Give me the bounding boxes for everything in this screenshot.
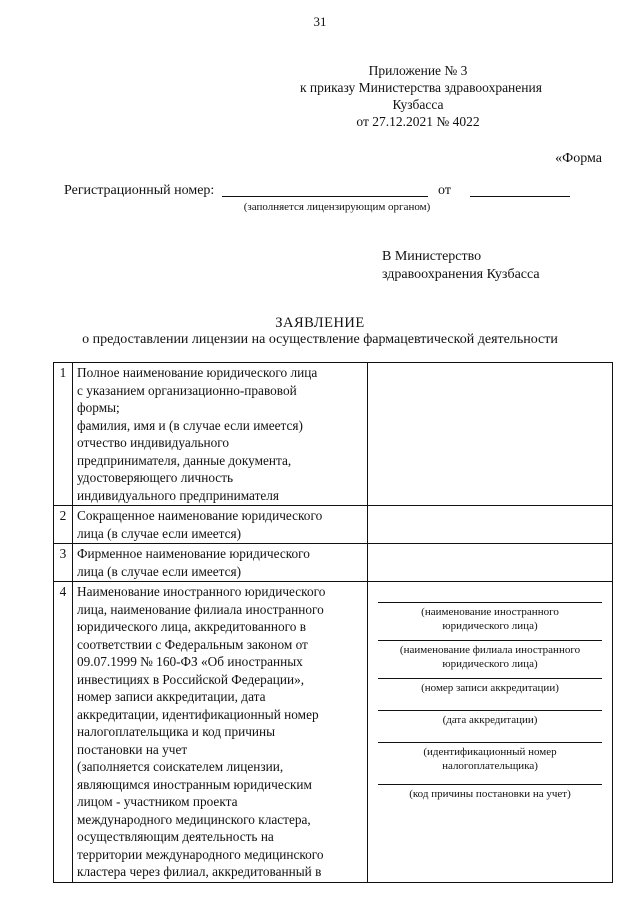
field-caption: (наименование филиала иностранного <box>399 644 581 656</box>
row-label-line: фамилия, имя и (в случае если имеется) <box>77 417 303 433</box>
field-caption: (номер записи аккредитации) <box>421 682 559 694</box>
table-row <box>54 582 613 883</box>
branch-name-field[interactable] <box>378 640 602 671</box>
field-caption: (дата аккредитации) <box>442 714 538 726</box>
row-number: 3 <box>54 544 73 582</box>
row-label <box>73 544 368 582</box>
row-label-line: территории международного медицинского <box>77 846 324 862</box>
row-label-line: индивидуального предпринимателя <box>77 487 280 503</box>
registration-note: (заполняется лицензирующим органом) <box>243 201 431 213</box>
row-label-line: Полное наименование юридического лица <box>77 365 318 380</box>
row-label <box>73 582 368 883</box>
row-label-line: (заполняется соискателем лицензии, <box>77 759 284 774</box>
field-caption: (наименование иностранного <box>421 606 559 618</box>
row-label-line: удостоверяющего личность <box>77 470 234 485</box>
field-caption: налогоплательщика) <box>442 760 538 772</box>
accreditation-date-field[interactable] <box>378 710 602 727</box>
foreign-entity-name-field[interactable] <box>378 602 602 633</box>
row-value-cell[interactable] <box>368 582 613 883</box>
row-label-line: лица (в случае если имеется) <box>77 563 242 579</box>
document-subtitle: о предоставлении лицензии на осуществление фармацевтической деятельности <box>82 332 558 347</box>
row-number: 1 <box>54 363 73 506</box>
field-caption: юридического лица) <box>442 658 538 670</box>
appendix-line: Кузбасса <box>392 97 444 112</box>
page-number: 31 <box>313 14 327 29</box>
row-label-line: Сокращенное наименование юридического <box>77 508 323 523</box>
row-label-line: инвестициях в Российской Федерации», <box>77 671 305 687</box>
table-row <box>54 506 613 544</box>
row-label-line: аккредитации, идентификационный номер <box>77 706 319 722</box>
row-label-line: осуществляющим деятельность на <box>77 829 274 844</box>
row-label-line: лица (в случае если имеется) <box>77 525 242 541</box>
registration-number-field[interactable] <box>222 196 428 197</box>
registration-reason-code-field[interactable] <box>378 784 602 801</box>
row-label-line: лица, наименование филиала иностранного <box>77 601 324 617</box>
row-label-line: предпринимателя, данные документа, <box>77 452 292 468</box>
row-label-line: налогоплательщика и код причины <box>77 724 276 739</box>
registration-date-label: от <box>438 183 451 198</box>
row-label-line: юридического лица, аккредитованного в <box>77 619 306 634</box>
row-value-cell[interactable] <box>368 363 613 506</box>
row-label-line: Наименование иностранного юридического <box>77 584 326 599</box>
row-label-line: 09.07.1999 № 160-ФЗ «Об иностранных <box>77 654 303 669</box>
registration-date-field[interactable] <box>470 196 570 197</box>
appendix-line: к приказу Министерства здравоохранения <box>300 80 542 95</box>
row-value-cell[interactable] <box>368 506 613 544</box>
appendix-line: Приложение № 3 <box>368 63 468 78</box>
document-title: ЗАЯВЛЕНИЕ <box>275 315 365 331</box>
addressee-line: В Министерство <box>382 249 482 264</box>
row-number: 4 <box>54 582 73 883</box>
application-table <box>53 362 613 883</box>
form-mark: «Форма <box>555 151 602 166</box>
row-label-line: соответствии с Федеральным законом от <box>77 636 308 652</box>
row-value-cell[interactable] <box>368 544 613 582</box>
field-caption: (код причины постановки на учет) <box>409 788 571 800</box>
row-label-line: номер записи аккредитации, дата <box>77 689 266 704</box>
row-label <box>73 363 368 506</box>
row-label-line: кластера через филиал, аккредитованный в <box>77 864 322 879</box>
row-label-line: отчество индивидуального <box>77 435 230 450</box>
table-row <box>54 363 613 506</box>
table-row <box>54 544 613 582</box>
row-label-line: с указанием организационно-правовой <box>77 382 297 398</box>
field-caption: (идентификационный номер <box>423 746 557 758</box>
appendix-line: от 27.12.2021 № 4022 <box>356 114 480 129</box>
row-number: 2 <box>54 506 73 544</box>
appendix-header <box>300 62 542 130</box>
addressee-line: здравоохранения Кузбасса <box>382 267 540 282</box>
row-label-line: формы; <box>77 400 120 415</box>
addressee <box>382 248 540 284</box>
row-label <box>73 506 368 544</box>
row-label-line: являющимся иностранным юридическим <box>77 776 312 792</box>
taxpayer-id-field[interactable] <box>378 742 602 773</box>
row-label-line: лицом - участником проекта <box>77 794 238 809</box>
row-label-line: постановки на учет <box>77 741 188 757</box>
field-caption: юридического лица) <box>442 620 538 632</box>
accreditation-number-field[interactable] <box>378 678 602 695</box>
row-label-line: международного медицинского кластера, <box>77 811 311 827</box>
row-label-line: Фирменное наименование юридического <box>77 546 310 561</box>
registration-number-label: Регистрационный номер: <box>64 183 215 198</box>
